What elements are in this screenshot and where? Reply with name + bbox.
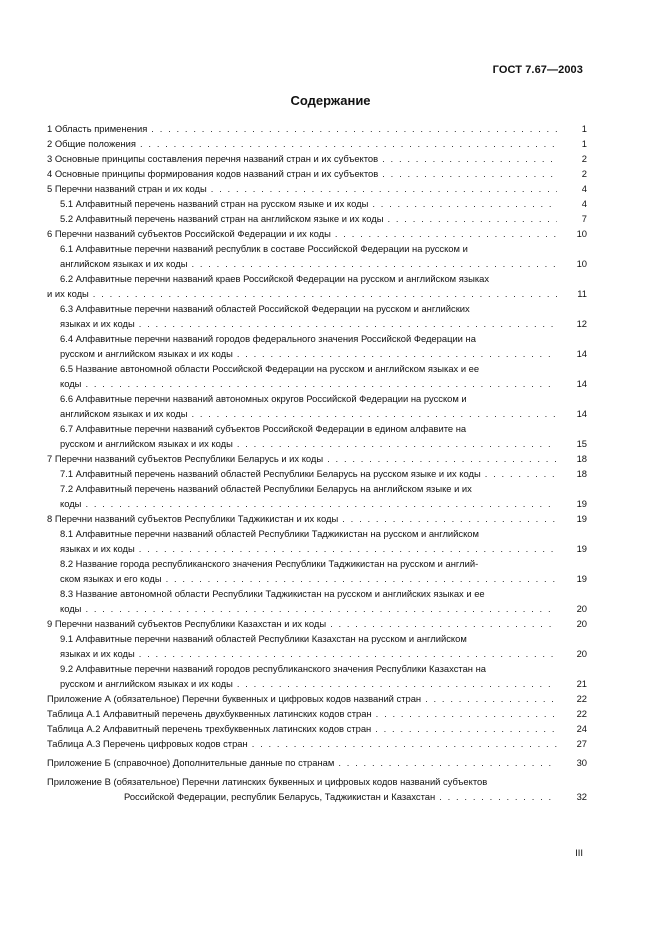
toc-entry-appendix-v[interactable]: Приложение В (обязательное) Перечни латинских буквенных и цифровых кодов названий субъектов Российской Федерации, республик Беларусь, Таджикистан и Казахстан . . . 32 bbox=[47, 774, 587, 804]
table-of-contents bbox=[47, 121, 587, 804]
toc-entry-table-a3[interactable]: Таблица А.3 Перечень цифровых кодов стран . . . 27 bbox=[47, 736, 587, 751]
toc-entry-6-4[interactable]: 6.4 Алфавитные перечни названий городов федерального значения Российской Федерации на русском и английском языках и их коды . . . 14 bbox=[47, 331, 587, 361]
toc-entry-4[interactable]: 4 Основные принципы формирования кодов названий стран и их субъектов . . . 2 bbox=[47, 166, 587, 181]
toc-entry-8[interactable]: 8 Перечни названий субъектов Республики Таджикистан и их коды . . . 19 bbox=[47, 511, 587, 526]
toc-entry-5[interactable]: 5 Перечни названий стран и их коды . . . 4 bbox=[47, 181, 587, 196]
toc-entry-5-2[interactable]: 5.2 Алфавитный перечень названий стран на английском языке и их коды . . . 7 bbox=[47, 211, 587, 226]
toc-entry-2[interactable]: 2 Общие положения . . . 1 bbox=[47, 136, 587, 151]
toc-entry-appendix-a[interactable]: Приложение А (обязательное) Перечни буквенных и цифровых кодов названий стран . . . 22 bbox=[47, 691, 587, 706]
toc-entry-8-3[interactable]: 8.3 Название автономной области Республики Таджикистан на русском и английских языках и ее коды . . . 20 bbox=[47, 586, 587, 616]
toc-entry-6-1[interactable]: 6.1 Алфавитные перечни названий республик в составе Российской Федерации на русском и английском языках и их коды . . . 10 bbox=[47, 241, 587, 271]
toc-entry-9-1[interactable]: 9.1 Алфавитные перечни названий областей Республики Казахстан на русском и английском языках и их коды . . . 20 bbox=[47, 631, 587, 661]
page-title: Содержание bbox=[290, 93, 371, 108]
toc-entry-8-2[interactable]: 8.2 Название города республиканского значения Республики Таджикистан на русском и англий- ском языках и его коды . . . 19 bbox=[47, 556, 587, 586]
toc-entry-9-2[interactable]: 9.2 Алфавитные перечни названий городов республиканского значения Республики Казахстан на русском и английском языках и их коды . . . 21 bbox=[47, 661, 587, 691]
toc-entry-7-2[interactable]: 7.2 Алфавитный перечень названий областей Республики Беларусь на английском языке и их коды . . . 19 bbox=[47, 481, 587, 511]
toc-entry-1[interactable]: 1 Область применения . . . 1 bbox=[47, 121, 587, 136]
toc-entry-5-1[interactable]: 5.1 Алфавитный перечень названий стран на русском языке и их коды . . . 4 bbox=[47, 196, 587, 211]
toc-entry-7[interactable]: 7 Перечни названий субъектов Республики Беларусь и их коды . . . 18 bbox=[47, 451, 587, 466]
toc-entry-8-1[interactable]: 8.1 Алфавитные перечни названий областей Республики Таджикистан на русском и английском языках и их коды . . . 19 bbox=[47, 526, 587, 556]
toc-entry-table-a2[interactable]: Таблица А.2 Алфавитный перечень трехбуквенных латинских кодов стран . . . 24 bbox=[47, 721, 587, 736]
page-number: III bbox=[575, 848, 583, 859]
toc-entry-6-6[interactable]: 6.6 Алфавитные перечни названий автономных округов Российской Федерации на русском и английском языках и их коды . . . 14 bbox=[47, 391, 587, 421]
toc-entry-6[interactable]: 6 Перечни названий субъектов Российской Федерации и их коды . . . 10 bbox=[47, 226, 587, 241]
toc-entry-9[interactable]: 9 Перечни названий субъектов Республики Казахстан и их коды . . . 20 bbox=[47, 616, 587, 631]
toc-entry-3[interactable]: 3 Основные принципы составления перечня названий стран и их субъектов . . . 2 bbox=[47, 151, 587, 166]
toc-entry-6-3[interactable]: 6.3 Алфавитные перечни названий областей Российской Федерации на русском и английских языках и их коды . . . 12 bbox=[47, 301, 587, 331]
toc-entry-table-a1[interactable]: Таблица А.1 Алфавитный перечень двухбуквенных латинских кодов стран . . . 22 bbox=[47, 706, 587, 721]
document-id: ГОСТ 7.67—2003 bbox=[492, 64, 583, 76]
toc-entry-appendix-b[interactable]: Приложение Б (справочное) Дополнительные данные по странам . . . 30 bbox=[47, 755, 587, 770]
toc-entry-7-1[interactable]: 7.1 Алфавитный перечень названий областей Республики Беларусь на русском языке и их коды . . . 18 bbox=[47, 466, 587, 481]
toc-entry-6-7[interactable]: 6.7 Алфавитные перечни названий субъектов Российской Федерации в едином алфавите на русском и английском языках и их коды . . . 15 bbox=[47, 421, 587, 451]
toc-entry-6-2[interactable]: 6.2 Алфавитные перечни названий краев Российской Федерации на русском и английском языках и их коды . . . 11 bbox=[47, 271, 587, 301]
toc-entry-6-5[interactable]: 6.5 Название автономной области Российской Федерации на русском и английском языках и ее коды . . . 14 bbox=[47, 361, 587, 391]
